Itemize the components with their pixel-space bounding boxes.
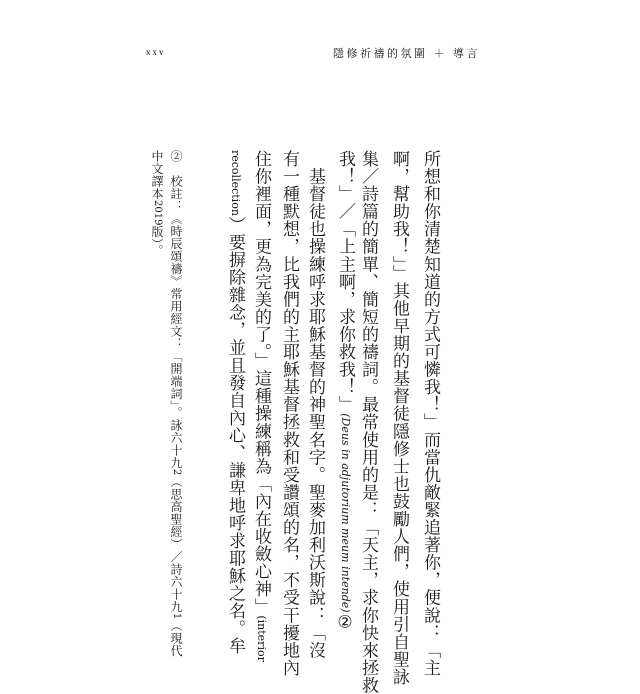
text-column-4: [336, 150, 353, 633]
footnote-line-1: [170, 150, 182, 657]
latin-term-end: recollection: [229, 150, 242, 216]
footnote-text-5: 版）。: [150, 225, 164, 257]
latin-term-start: (interior: [255, 615, 268, 662]
text-column-2: 啊，幫助我！」」其他早期的基督徒隱修士也鼓勵人們，使用引自聖詠: [389, 150, 409, 686]
column-7-text: 住你裡面，更為完美的了。」這種操練稱為「內在收斂心神」: [251, 150, 271, 616]
footnote-text-3: （現代: [169, 619, 183, 657]
footnote-line-2: [151, 150, 163, 257]
latin-phrase: (Deus in adjutorium meum intende): [339, 413, 352, 613]
text-column-1: 所想和你清楚知道的方式可憐我！」而當仇敵緊追著你，便說：「主: [420, 150, 440, 677]
footnote-num-2: 1: [171, 612, 182, 620]
footnote-year: 2019: [152, 200, 163, 226]
text-column-6: 有一種默想，比我們的主耶穌基督拯救和受讚頌的名，不受干擾地內: [279, 150, 299, 677]
footnote-text-4: 中文譯本: [150, 150, 164, 200]
page-number: xxv: [146, 47, 166, 57]
footnote-num-1: 2: [171, 469, 182, 476]
text-column-5: 基督徒也操練呼求耶穌基督的神聖名字。聖麥加利沃斯說：「沒: [305, 150, 325, 659]
text-column-3: 集／詩篇的簡單、簡短的禱詞。最常使用的是：「天主，求你快來拯救: [358, 150, 378, 694]
column-8-text: ）要摒除雜念，並且發自內心、謙卑地呼求耶穌之名。牟: [225, 215, 245, 655]
footnote-text-1: ② 校註：《時辰頌禱》常用經文：「開端詞」。詠六十九: [169, 150, 183, 469]
running-header: 隱修祈禱的氛圍 ＋ 導言: [333, 47, 480, 60]
footnote-marker: ②: [335, 612, 355, 634]
text-column-8: [226, 150, 243, 655]
footnote-text-2: （思高聖經）／詩六十九: [169, 475, 183, 613]
column-4-text: 我！」／「上主啊，求你救我！」: [335, 150, 355, 414]
text-column-7: [252, 150, 269, 662]
